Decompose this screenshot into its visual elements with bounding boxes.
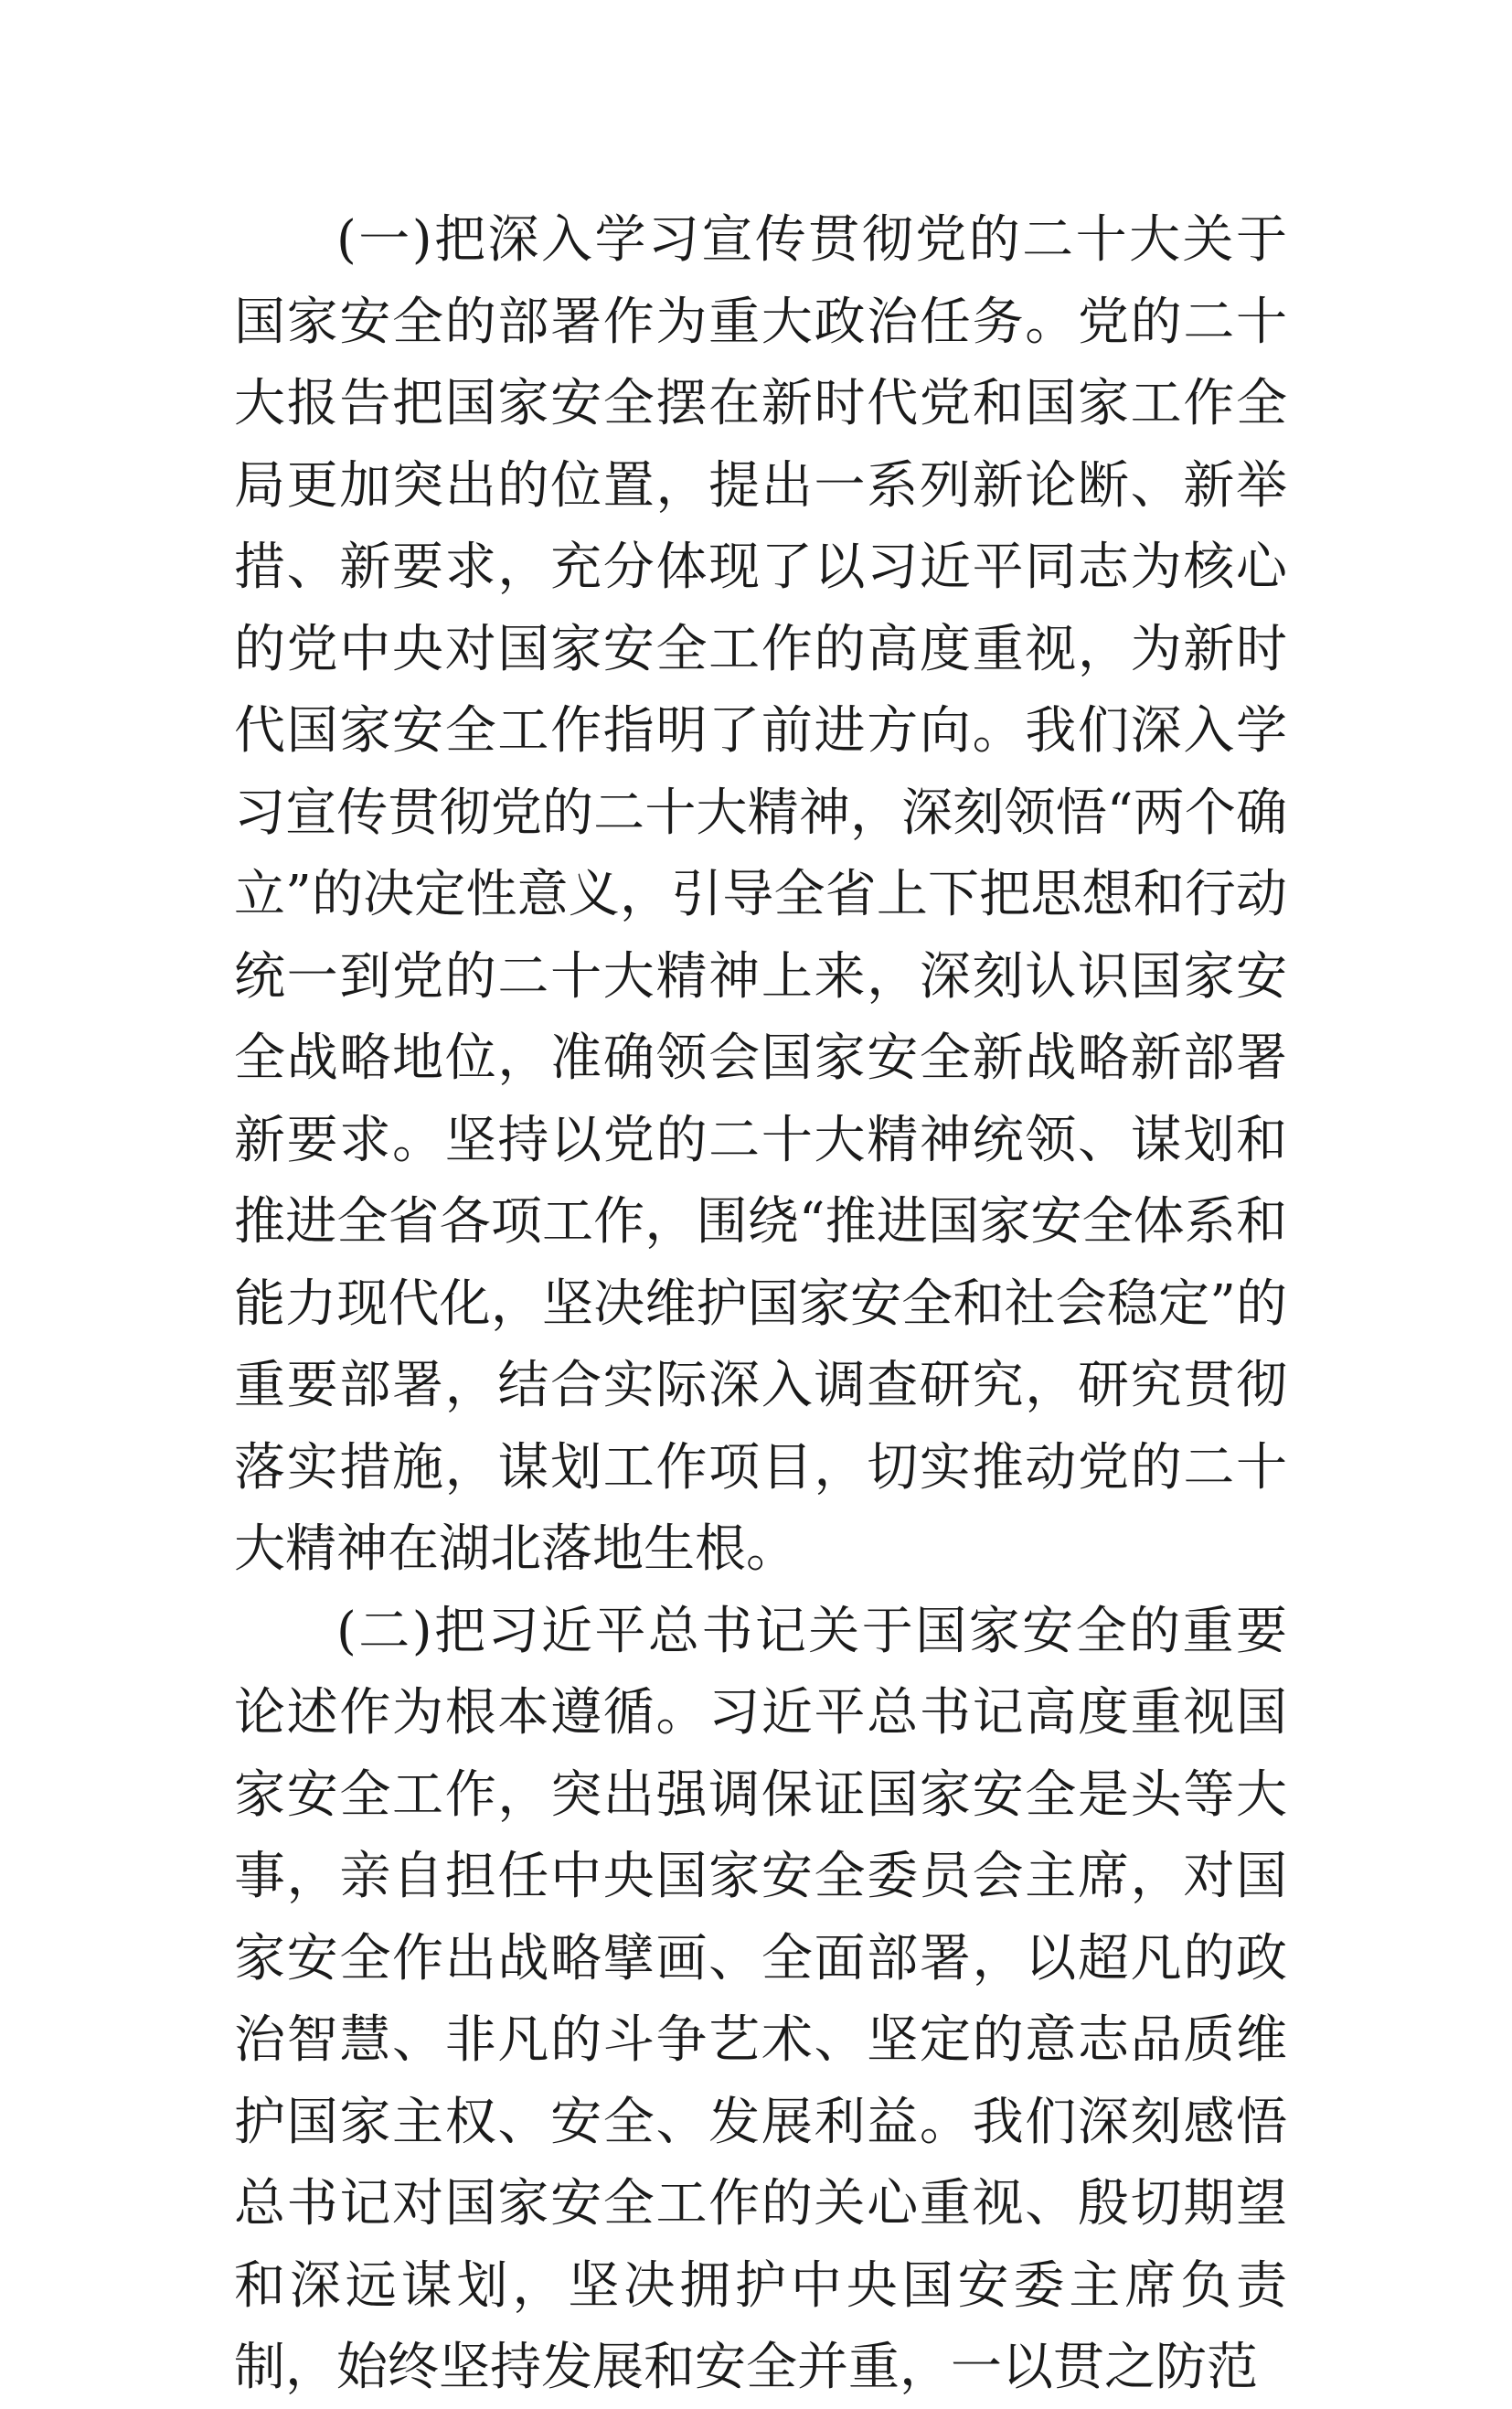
paragraph-2: (二)把习近平总书记关于国家安全的重要论述作为根本遵循。习近平总书记高度重视国家安全工作，突出强调保证国家安全是头等大事，亲自担任中央国家安全委员会主席，对国家安全作出战略擘画、全面部署，以超凡的政治智慧、非凡的斗争艺术、坚定的意志品质维护国家主权、安全、发展利益。我们深刻感悟总书记对国家安全工作的关心重视、殷切期望和深远谋划，坚决拥护中央国安委主席负责制，始终坚持发展和安全并重，一以贯之防范: [234, 1601, 1287, 2397]
paragraph-1: (一)把深入学习宣传贯彻党的二十大关于国家安全的部署作为重大政治任务。党的二十大报告把国家安全摆在新时代党和国家工作全局更加突出的位置，提出一系列新论断、新举措、新要求，充分体现了以习近平同志为核心的党中央对国家安全工作的高度重视，为新时代国家安全工作指明了前进方向。我们深入学习宣传贯彻党的二十大精神，深刻领悟“两个确立”的决定性意义，引导全省上下把思想和行动统一到党的二十大精神上来，深刻认识国家安全战略地位，准确领会国家安全新战略新部署新要求。坚持以党的二十大精神统领、谋划和推进全省各项工作，围绕“推进国家安全体系和能力现代化，坚决维护国家安全和社会稳定”的重要部署，结合实际深入调查研究，研究贯彻落实措施，谋划工作项目，切实推动党的二十大精神在湖北落地生根。: [234, 210, 1287, 1579]
document-body: [234, 199, 1287, 2409]
